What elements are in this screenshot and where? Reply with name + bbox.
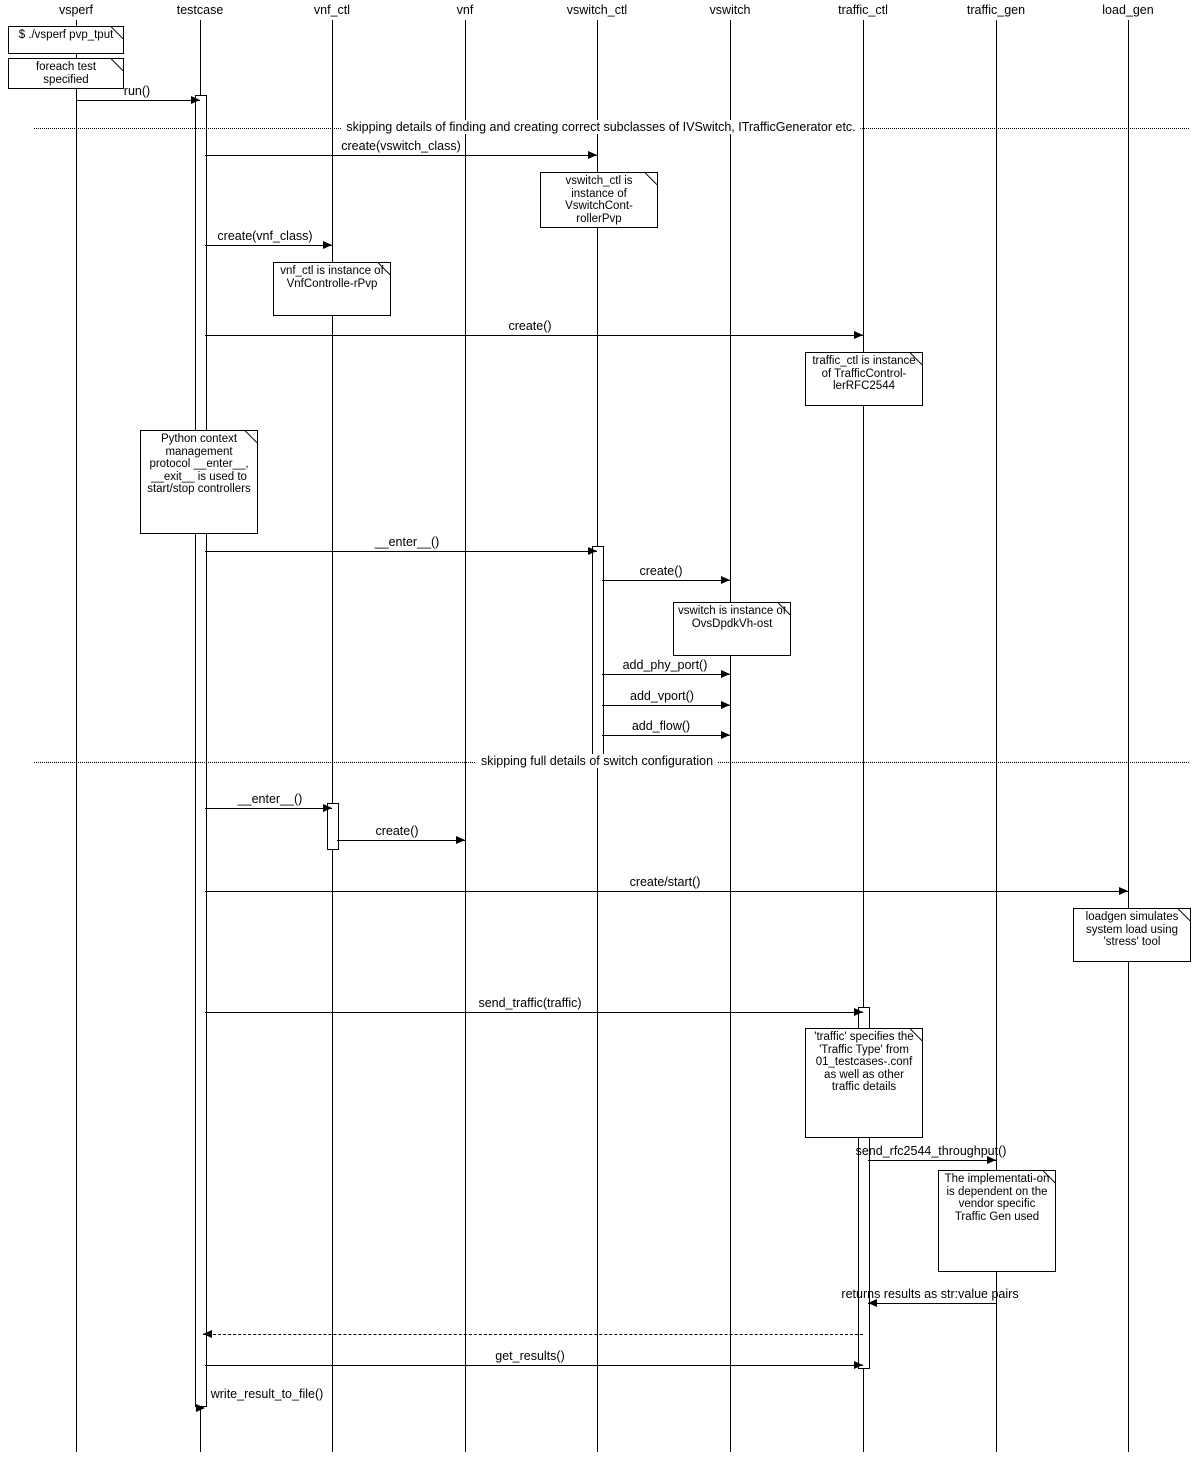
message-arrow-m_retdash (203, 1330, 212, 1338)
message-label-m_enter_vsw: __enter__() (374, 535, 440, 549)
message-arrow-m_getresults (854, 1361, 863, 1369)
message-arrow-m_create_vnf (323, 241, 332, 249)
lifeline-vnf_ctl (332, 20, 333, 1452)
note-note_vswctl (540, 172, 658, 228)
note-fold-line (245, 430, 258, 443)
lifeline-load_gen (1128, 20, 1129, 1452)
note-fold-line (378, 262, 391, 275)
lifeline-header-vnf: vnf (456, 3, 474, 17)
message-arrow-m_enter_vsw (588, 547, 597, 555)
lifeline-header-vswitch_ctl: vswitch_ctl (566, 3, 628, 17)
note-note_traffic (805, 1028, 923, 1138)
note-note_cmd (8, 26, 124, 54)
note-fold-line (910, 352, 923, 365)
note-note_foreach (8, 58, 124, 89)
note-text-note_trafficctl: traffic_ctl is instance of TrafficControl-lerRFC2544 (812, 355, 916, 392)
message-label-m_createstart: create/start() (629, 875, 701, 889)
message-line-m_create_vnf (205, 245, 332, 246)
divider-text-divider_subclasses: skipping details of finding and creating correct subclasses of IVSwitch, ITrafficGenerator etc. (341, 120, 860, 134)
message-line-m_enter_vsw (205, 551, 597, 552)
note-text-note_vswitch: vswitch is instance of OvsDpdkVh-ost (677, 605, 786, 630)
lifeline-vsperf (76, 20, 77, 1452)
message-label-m_sendtraffic: send_traffic(traffic) (478, 996, 582, 1010)
message-label-m_run: run() (123, 84, 151, 98)
lifeline-vnf (465, 20, 466, 1452)
message-line-m_create_tc (205, 335, 863, 336)
activation-testcase (195, 95, 207, 1407)
note-fold-line (645, 172, 658, 185)
note-note_vnfctl (273, 262, 391, 316)
note-note_loadgen (1073, 908, 1191, 962)
message-line-m_rfc2544 (868, 1160, 996, 1161)
message-line-m_sendtraffic (205, 1012, 863, 1013)
message-line-m_addvport (602, 705, 730, 706)
note-text-note_cmd: $ ./vsperf pvp_tput (18, 29, 114, 41)
self-message-arrow (196, 1404, 205, 1412)
message-arrow-m_sendtraffic (854, 1008, 863, 1016)
lifeline-header-vnf_ctl: vnf_ctl (313, 3, 351, 17)
note-fold-line (778, 602, 791, 615)
message-line-m_create_vs (602, 580, 730, 581)
message-line-m_returns (868, 1303, 996, 1304)
message-label-m_create_tc: create() (508, 319, 552, 333)
lifeline-header-traffic_gen: traffic_gen (966, 3, 1026, 17)
note-text-note_vswctl: vswitch_ctl is instance of VswitchCont-rollerPvp (565, 175, 633, 225)
message-arrow-m_addphy (721, 670, 730, 678)
note-text-note_ctxmgr: Python context management protocol __enter__, __exit__ is used to start/stop controllers (147, 433, 251, 495)
message-line-m_create_vnf2 (337, 840, 465, 841)
note-fold-line (111, 26, 124, 39)
message-arrow-m_enter_vnf (323, 804, 332, 812)
message-label-m_enter_vnf: __enter__() (237, 792, 303, 806)
lifeline-header-vsperf: vsperf (58, 3, 94, 17)
message-line-m_enter_vnf (205, 808, 332, 809)
self-message-label: write_result_to_file() (210, 1387, 324, 1401)
message-arrow-m_run (191, 96, 200, 104)
message-arrow-m_addflow (721, 731, 730, 739)
note-note_trafficctl (805, 352, 923, 406)
message-arrow-m_create_vnf2 (456, 836, 465, 844)
message-line-m_retdash (203, 1334, 863, 1335)
message-label-m_addphy: add_phy_port() (622, 658, 708, 672)
note-note_ctxmgr (140, 430, 258, 534)
message-arrow-m_create_tc (854, 331, 863, 339)
activation-vswitch_ctl (592, 546, 604, 763)
message-label-m_create_vs: create() (639, 564, 683, 578)
note-text-note_loadgen: loadgen simulates system load using 'stress' tool (1085, 911, 1179, 948)
note-text-note_impl: The implementati-on is dependent on the vendor specific Traffic Gen used (944, 1173, 1050, 1223)
message-label-m_create_vnf: create(vnf_class) (217, 229, 313, 243)
message-line-m_getresults (205, 1365, 863, 1366)
message-arrow-m_create_vsw (588, 151, 597, 159)
note-fold-line (1178, 908, 1191, 921)
note-text-note_traffic: 'traffic' specifies the 'Traffic Type' from 01_testcases-.conf as well as other traffic details (814, 1031, 914, 1093)
lifeline-header-load_gen: load_gen (1102, 3, 1154, 17)
note-fold-line (910, 1028, 923, 1041)
note-note_impl (938, 1170, 1056, 1272)
lifeline-header-traffic_ctl: traffic_ctl (838, 3, 888, 17)
note-text-note_vnfctl: vnf_ctl is instance of VnfControlle-rPvp (280, 265, 384, 290)
note-fold-line (1043, 1170, 1056, 1183)
message-line-m_createstart (205, 891, 1128, 892)
note-note_vswitch (673, 602, 791, 656)
message-label-m_getresults: get_results() (495, 1349, 565, 1363)
message-label-m_returns: returns results as str:value pairs (841, 1287, 1019, 1301)
message-line-m_create_vsw (205, 155, 597, 156)
lifeline-header-vswitch: vswitch (709, 3, 751, 17)
message-line-m_run (76, 100, 200, 101)
message-label-m_create_vsw: create(vswitch_class) (341, 139, 461, 153)
note-fold-line (111, 58, 124, 71)
message-arrow-m_addvport (721, 701, 730, 709)
message-arrow-m_createstart (1119, 887, 1128, 895)
lifeline-vswitch (730, 20, 731, 1452)
message-line-m_addphy (602, 674, 730, 675)
message-label-m_addflow: add_flow() (631, 719, 691, 733)
message-arrow-m_create_vs (721, 576, 730, 584)
message-label-m_create_vnf2: create() (375, 824, 419, 838)
lifeline-header-testcase: testcase (176, 3, 224, 17)
message-label-m_addvport: add_vport() (630, 689, 694, 703)
note-text-note_foreach: foreach test specified (35, 61, 97, 86)
divider-text-divider_switchconf: skipping full details of switch configuration (476, 754, 718, 768)
message-label-m_rfc2544: send_rfc2544_throughput() (855, 1144, 1007, 1158)
message-line-m_addflow (602, 735, 730, 736)
